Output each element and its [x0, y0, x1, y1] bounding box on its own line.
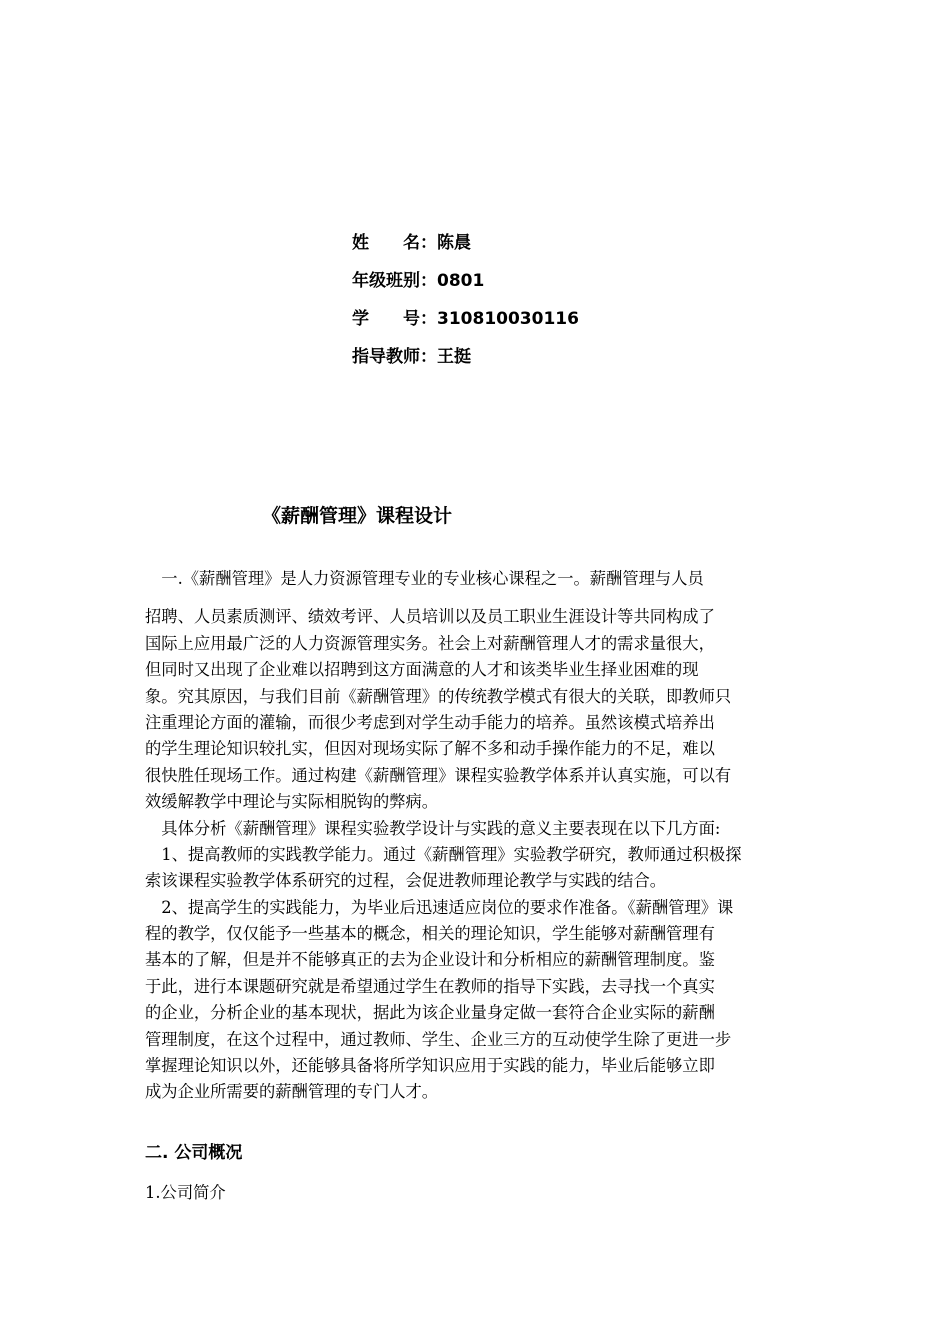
- text-line: 具体分析《薪酬管理》课程实验教学设计与实践的意义主要表现在以下几方面:: [145, 818, 721, 838]
- section-heading: 二. 公司概况: [145, 1143, 243, 1163]
- student-id-value: 310810030116: [437, 309, 579, 329]
- text-line: 1、提高教师的实践教学能力。通过《薪酬管理》实验教学研究，教师通过积极探: [145, 844, 742, 864]
- text-line: 于此，进行本课题研究就是希望通过学生在教师的指导下实践，去寻找一个真实: [145, 976, 715, 996]
- text-line: 注重理论方面的灌输，而很少考虑到对学生动手能力的培养。虽然该模式培养出: [145, 712, 715, 732]
- student-id-row: [352, 300, 579, 338]
- text-line: 招聘、人员素质测评、绩效考评、人员培训以及员工职业生涯设计等共同构成了: [145, 607, 715, 627]
- class-value: 0801: [437, 271, 485, 291]
- text-line: 成为企业所需要的薪酬管理的专门人才。: [145, 1082, 439, 1102]
- name-value: 陈晨: [437, 233, 471, 253]
- text-line: 一.《薪酬管理》是人力资源管理专业的专业核心课程之一。薪酬管理与人员: [145, 569, 704, 588]
- class-label: 年级班别：: [352, 271, 437, 291]
- advisor-row: [352, 338, 579, 376]
- text-line-blank: [145, 592, 808, 604]
- text-line: 的学生理论知识较扎实，但因对现场实际了解不多和动手操作能力的不足，难以: [145, 739, 715, 759]
- text-line: 程的教学，仅仅能予一些基本的概念，相关的理论知识，学生能够对薪酬管理有: [145, 924, 715, 944]
- text-line: 的企业，分析企业的基本现状，据此为该企业量身定做一套符合企业实际的薪酬: [145, 1003, 715, 1023]
- text-line: 象。究其原因，与我们目前《薪酬管理》的传统教学模式有很大的关联，即教师只: [145, 686, 732, 706]
- text-line: 2、提高学生的实践能力，为毕业后迅速适应岗位的要求作准备。《薪酬管理》课: [145, 897, 734, 917]
- document-title: 《薪酬管理》课程设计: [262, 505, 453, 527]
- body-text: [145, 566, 808, 1106]
- text-line: 国际上应用最广泛的人力资源管理实务。社会上对薪酬管理人才的需求量很大，: [145, 633, 715, 653]
- text-line: 索该课程实验教学体系研究的过程，会促进教师理论教学与实践的结合。: [145, 871, 667, 891]
- student-info-block: [352, 224, 579, 376]
- text-line: 管理制度，在这个过程中，通过教师、学生、企业三方的互动使学生除了更进一步: [145, 1029, 732, 1049]
- advisor-label: 指导教师：: [352, 347, 437, 367]
- name-row: [352, 224, 579, 262]
- class-row: [352, 262, 579, 300]
- text-line: 很快胜任现场工作。通过构建《薪酬管理》课程实验教学体系并认真实施，可以有: [145, 765, 732, 785]
- text-line: 效缓解教学中理论与实际相脱钩的弊病。: [145, 792, 439, 812]
- text-line: 掌握理论知识以外，还能够具备将所学知识应用于实践的能力，毕业后能够立即: [145, 1056, 715, 1076]
- text-line: 基本的了解，但是并不能够真正的去为企业设计和分析相应的薪酬管理制度。鉴: [145, 950, 715, 970]
- student-id-label: 学 号：: [352, 309, 437, 329]
- advisor-value: 王挺: [437, 347, 471, 367]
- subsection-heading: 1.公司简介: [145, 1183, 226, 1202]
- text-line: 但同时又出现了企业难以招聘到这方面满意的人才和该类毕业生择业困难的现: [145, 660, 699, 680]
- name-label: 姓 名：: [352, 233, 437, 253]
